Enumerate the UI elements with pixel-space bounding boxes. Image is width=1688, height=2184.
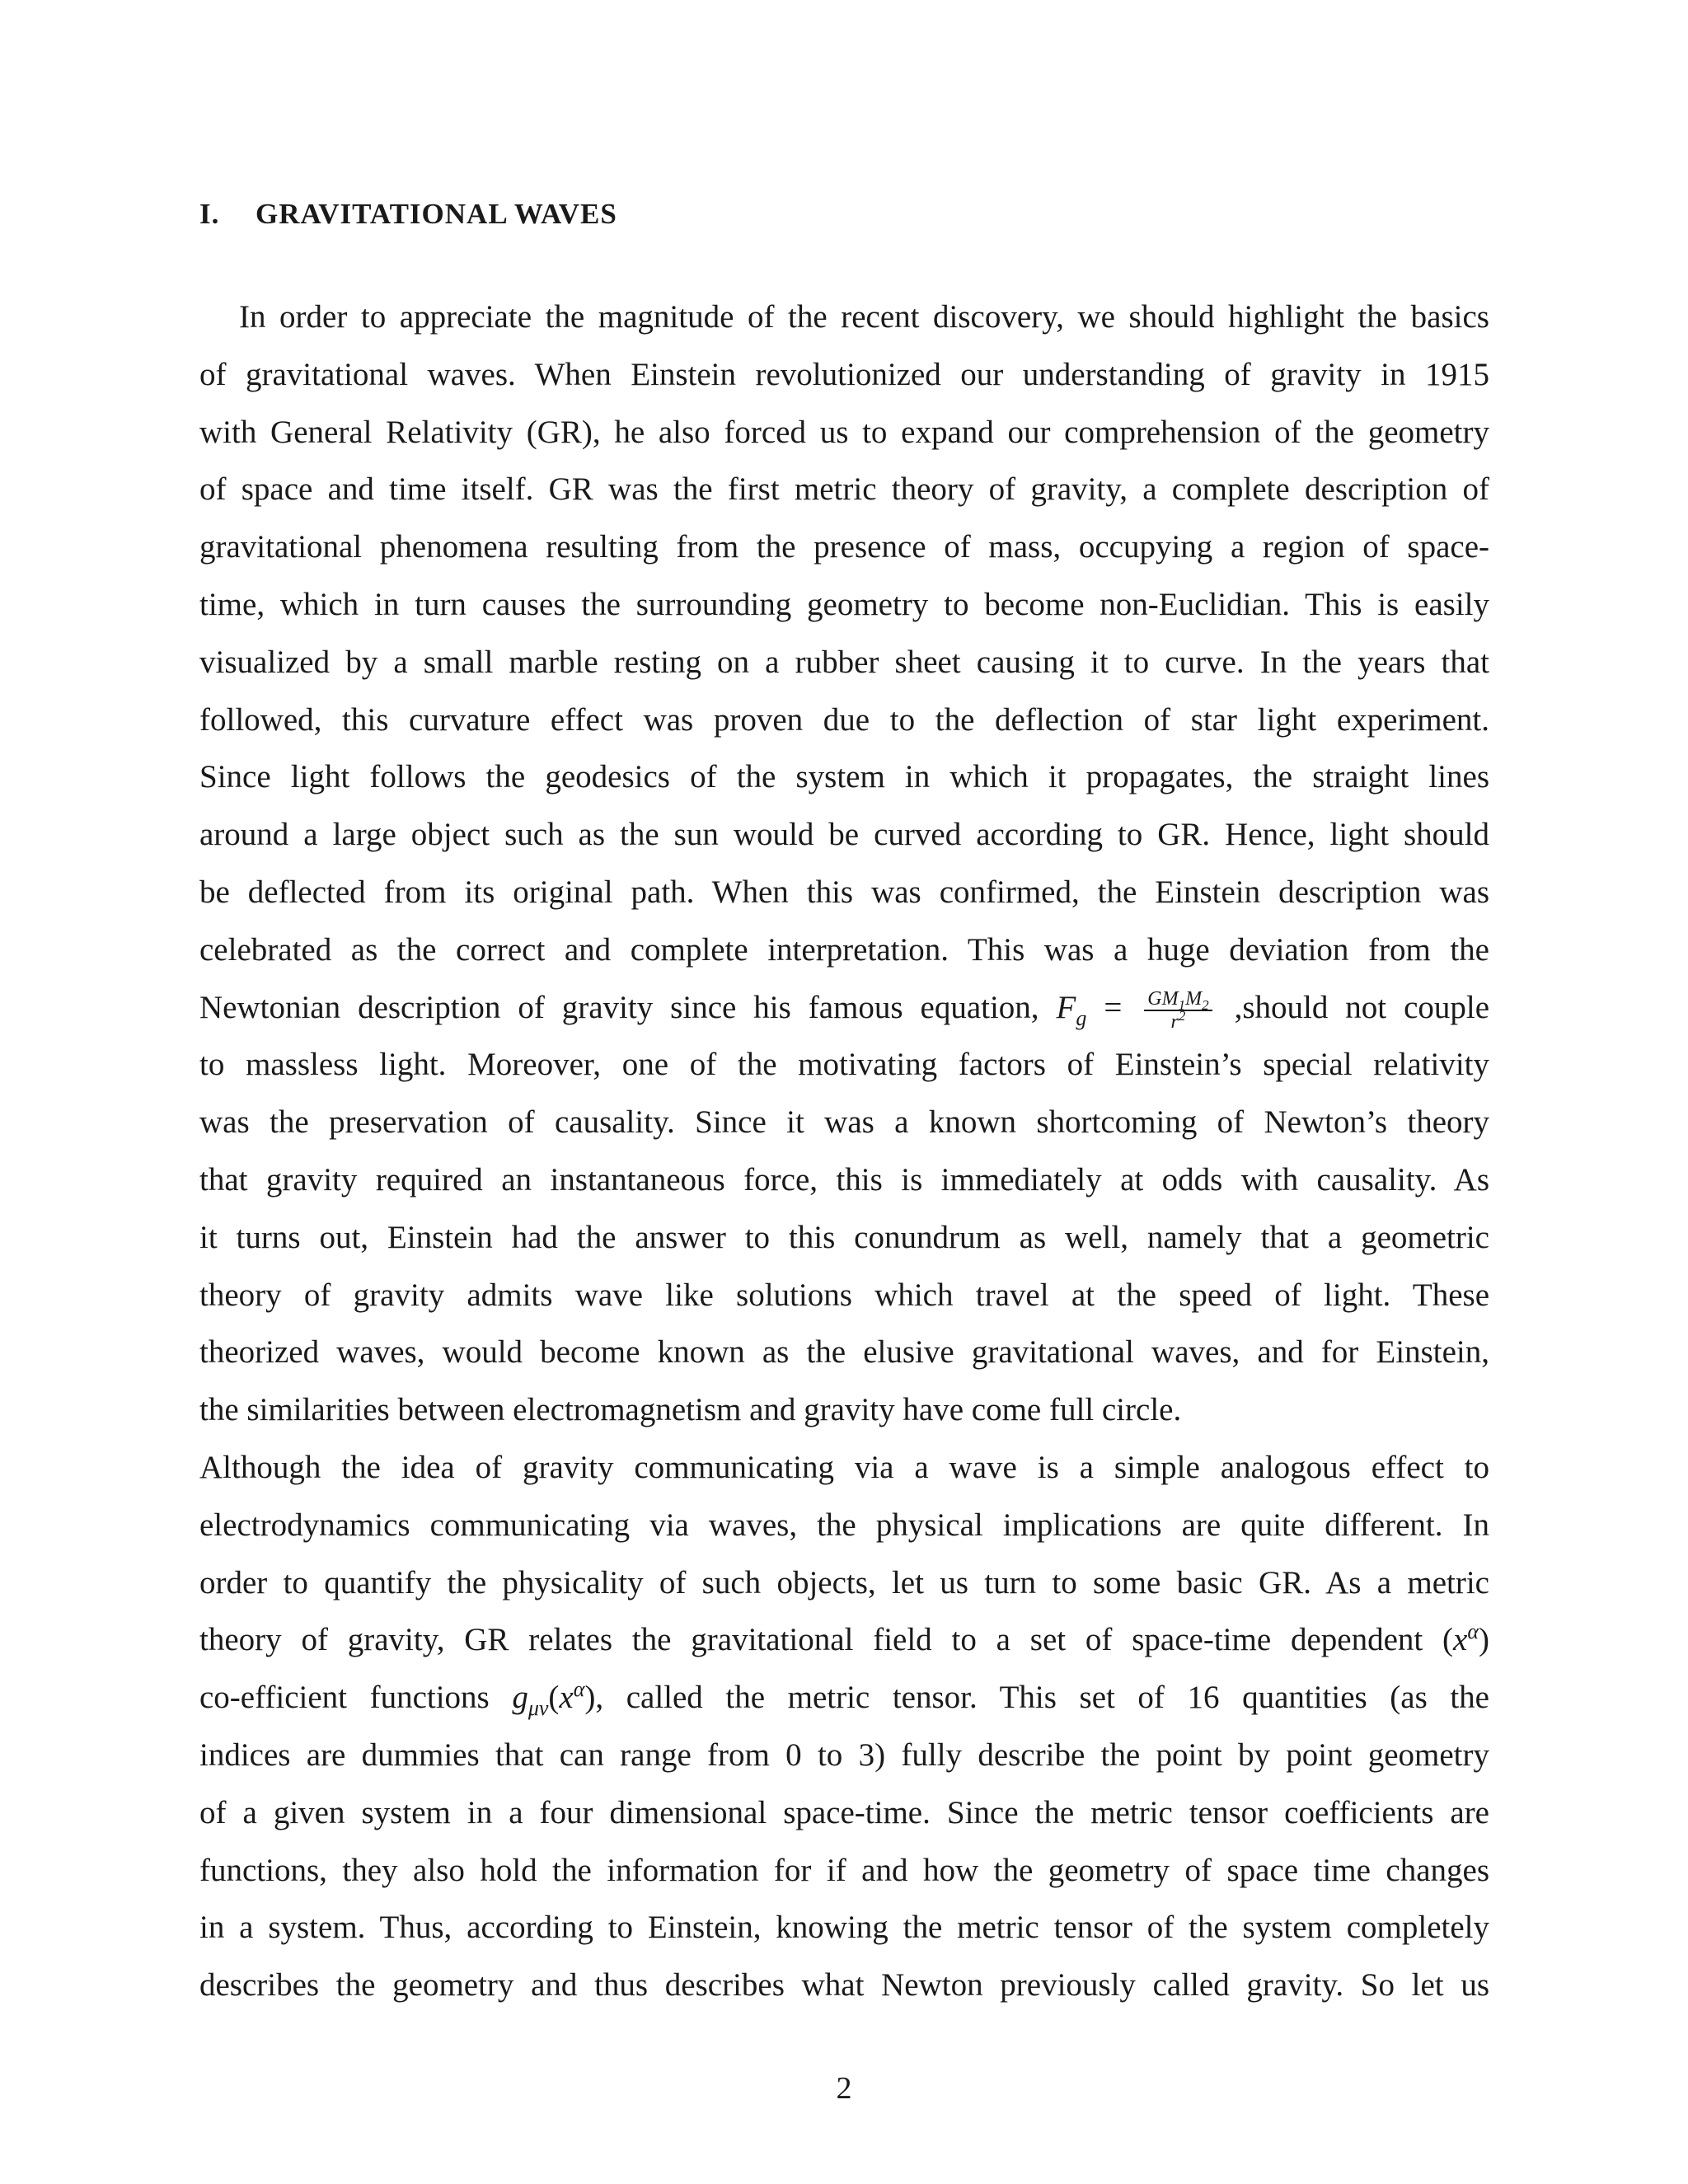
- text-line: to massless light. Moreover, one of the motivating factors of Einstein’s special relativity: [199, 1047, 1489, 1083]
- text-line: Since light follows the geodesics of the system in which it propagates, the straight lines: [199, 759, 1489, 795]
- numerator-m: M: [1185, 987, 1203, 1010]
- text-line: that gravity required an instantaneous force, this is immediately at odds with causality. As: [199, 1161, 1489, 1197]
- text-line: be deflected from its original path. When this was confirmed, the Einstein description was: [199, 874, 1489, 910]
- text-line: in a system. Thus, according to Einstein, knowing the metric tensor of the system completely: [199, 1910, 1489, 1946]
- text-line: followed, this curvature effect was proven due to the deflection of star light experiment.: [199, 701, 1489, 738]
- metric-g: g: [512, 1680, 528, 1716]
- text-line: functions, they also hold the information for if and how the geometry of space time changes: [199, 1852, 1489, 1888]
- text-line: In order to appreciate the magnitude of the recent discovery, we should highlight the basics: [239, 299, 1489, 335]
- text-line: visualized by a small marble resting on a rubber sheet causing it to curve. In the years that: [199, 644, 1489, 680]
- text-line: electrodynamics communicating via waves, the physical implications are quite different. In: [199, 1507, 1489, 1543]
- page-number: 2: [836, 2071, 852, 2106]
- newton-text-before: Newtonian description of gravity since his famous equation,: [199, 989, 1039, 1025]
- text-line: with General Relativity (GR), he also forced us to expand our comprehension of the geometry: [199, 414, 1489, 450]
- body-text: [199, 288, 1489, 2014]
- text-line: celebrated as the correct and complete interpretation. This was a huge deviation from the: [199, 931, 1489, 968]
- fraction-denominator: [1144, 1007, 1212, 1033]
- section-heading: [199, 198, 617, 231]
- force-subscript: g: [1076, 1005, 1087, 1030]
- text-line: Although the idea of gravity communicating via a wave is a simple analogous effect to: [199, 1449, 1489, 1485]
- denominator-r: r: [1170, 1010, 1179, 1033]
- force-symbol: F: [1056, 989, 1076, 1025]
- numerator-sub-2: 2: [1202, 996, 1209, 1013]
- text-line: describes the geometry and thus describes what Newton previously called gravity. So let us: [199, 1967, 1489, 2004]
- denominator-sup: 2: [1178, 1007, 1186, 1024]
- numerator-sub-1: 1: [1178, 996, 1186, 1013]
- text-line-newton-equation: [199, 979, 1489, 1037]
- equals-sign: =: [1104, 989, 1123, 1025]
- text-line-metric-tensor: [199, 1669, 1489, 1727]
- numerator-gm: GM: [1147, 987, 1179, 1010]
- text-line: indices are dummies that can range from 0 to 3) fully describe the point by point geometry: [199, 1736, 1489, 1773]
- text-line: theorized waves, would become known as the elusive gravitational waves, and for Einstein,: [199, 1334, 1489, 1371]
- section-number: I.: [199, 198, 220, 230]
- text-line-spacetime-dependent: [199, 1611, 1489, 1669]
- section-title: GRAVITATIONAL WAVES: [256, 198, 617, 230]
- line4-close: ): [1479, 1622, 1489, 1658]
- text-line: gravitational phenomena resulting from the presence of mass, occupying a region of space-: [199, 529, 1489, 565]
- line4-text: theory of gravity, GR relates the gravitational field to a set of space-time dependent (: [199, 1622, 1454, 1658]
- text-line: of gravitational waves. When Einstein revolutionized our understanding of gravity in 1915: [199, 356, 1489, 392]
- text-line: around a large object such as the sun would be curved according to GR. Hence, light should: [199, 817, 1489, 853]
- text-line: theory of gravity admits wave like solutions which travel at the speed of light. These: [199, 1277, 1489, 1313]
- coordinate-alpha: α: [1467, 1619, 1479, 1644]
- text-line: order to quantify the physicality of such objects, let us turn to some basic GR. As a metric: [199, 1564, 1489, 1601]
- newton-equation: [1056, 989, 1087, 1030]
- coordinate-x: x: [1453, 1622, 1468, 1658]
- metric-x: x: [559, 1680, 574, 1716]
- metric-open-paren: (: [548, 1680, 560, 1716]
- text-line: the similarities between electromagnetism and gravity have come full circle.: [199, 1392, 1182, 1428]
- metric-indices: μν: [528, 1695, 549, 1720]
- gravity-fraction: [1144, 988, 1212, 1033]
- line5-text: co-efficient functions: [199, 1680, 513, 1716]
- text-line: it turns out, Einstein had the answer to this conundrum as well, namely that a geometric: [199, 1219, 1489, 1255]
- newton-text-after: ,should not couple: [1234, 989, 1489, 1025]
- text-line: of a given system in a four dimensional space-time. Since the metric tensor coefficients are: [199, 1794, 1489, 1830]
- text-line: of space and time itself. GR was the first metric theory of gravity, a complete description of: [199, 471, 1489, 508]
- text-line: was the preservation of causality. Since it was a known shortcoming of Newton’s theory: [199, 1104, 1489, 1141]
- line5-rest: ), called the metric tensor. This set of 16 quantities (as the: [584, 1680, 1489, 1716]
- text-line: time, which in turn causes the surrounding geometry to become non-Euclidian. This is easily: [199, 586, 1489, 622]
- metric-alpha: α: [573, 1677, 585, 1702]
